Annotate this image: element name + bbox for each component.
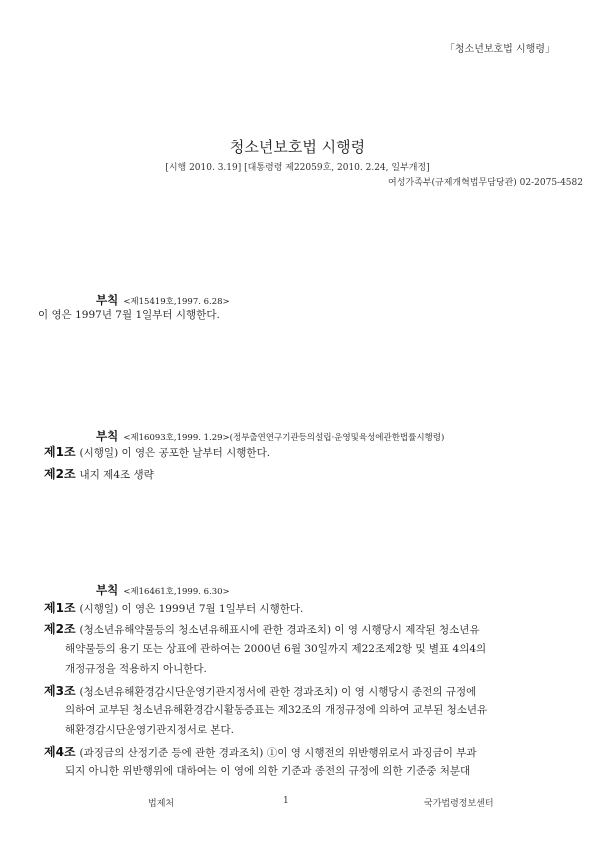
addendum-heading (96, 425, 444, 444)
article-text: (청소년유해환경감시단운영기관지정서에 관한 경과조치) 이 영 시행당시 종전의 규정에 (79, 686, 477, 698)
article-number: 제3조 (44, 684, 76, 698)
article-text: (시행일) 이 영은 공포한 날부터 시행한다. (79, 447, 271, 459)
article-text: 해약물등의 용기 또는 상표에 관하여는 2000년 6월 30일까지 제22조제2항 및 별표 4의4의 (65, 643, 487, 655)
footer-right: 국가법령정보센터 (424, 799, 494, 809)
article-line (44, 682, 476, 699)
enforcement-info: [시행 2010. 3.19] [대통령령 제22059호, 2010. 2.24, 일부개정] (165, 163, 430, 173)
article-text: 되지 아니한 위반행위에 대하여는 이 영에 의한 기준과 종전의 규정에 의한 기준중 처분대 (65, 765, 471, 777)
addendum-note: <제16461호,1999. 6.30> (123, 587, 230, 597)
article-number: 제2조 (44, 467, 76, 481)
addendum-note: <제15419호,1997. 6.28> (123, 297, 230, 307)
article-number: 제2조 (44, 622, 76, 636)
article-text: (청소년유해약물등의 청소년유해표시에 관한 경과조치) 이 영 시행당시 제작된 청소년유 (79, 624, 480, 636)
article-line (44, 443, 270, 460)
addendum-heading (96, 579, 230, 598)
page-number: 1 (283, 796, 289, 806)
article-line (44, 465, 154, 482)
addendum-label: 부칙 (96, 429, 119, 443)
article-text: (시행일) 이 영은 1999년 7월 1일부터 시행한다. (79, 603, 304, 615)
footer-left: 법제처 (148, 799, 175, 809)
addendum-label: 부칙 (96, 583, 119, 597)
article-text: 개정규정을 적용하지 아니한다. (65, 663, 207, 675)
article-text: 해환경감시단운영기관지정서로 본다. (65, 724, 234, 736)
article-number: 제1조 (44, 445, 76, 459)
article-number: 제1조 (44, 601, 76, 615)
article-line (44, 599, 303, 616)
running-header: 「청소년보호법 시행령」 (444, 44, 555, 55)
article-text: 내지 제4조 생략 (79, 469, 154, 481)
addendum-text: 이 영은 1997년 7월 1일부터 시행한다. (38, 309, 220, 321)
document-title: 청소년보호법 시행령 (229, 138, 366, 156)
article-line (44, 620, 480, 637)
addendum-label: 부칙 (96, 293, 119, 307)
addendum-note: <제16093호,1999. 1.29>(정부출연연구기관등의설립·운영및육성에관한법률시행령) (123, 433, 445, 443)
addendum-heading (96, 289, 230, 308)
article-line (44, 743, 476, 760)
article-text: (과징금의 산정기준 등에 관한 경과조치) ①이 영 시행전의 위반행위로서 과징금이 부과 (79, 747, 477, 759)
article-text: 의하여 교부된 청소년유해환경감시활동증표는 제32조의 개정규정에 의하여 교부된 청소년유 (65, 704, 488, 716)
article-number: 제4조 (44, 745, 76, 759)
ministry-contact: 여성가족부(규제개혁법무담당관) 02-2075-4582 (388, 178, 583, 188)
